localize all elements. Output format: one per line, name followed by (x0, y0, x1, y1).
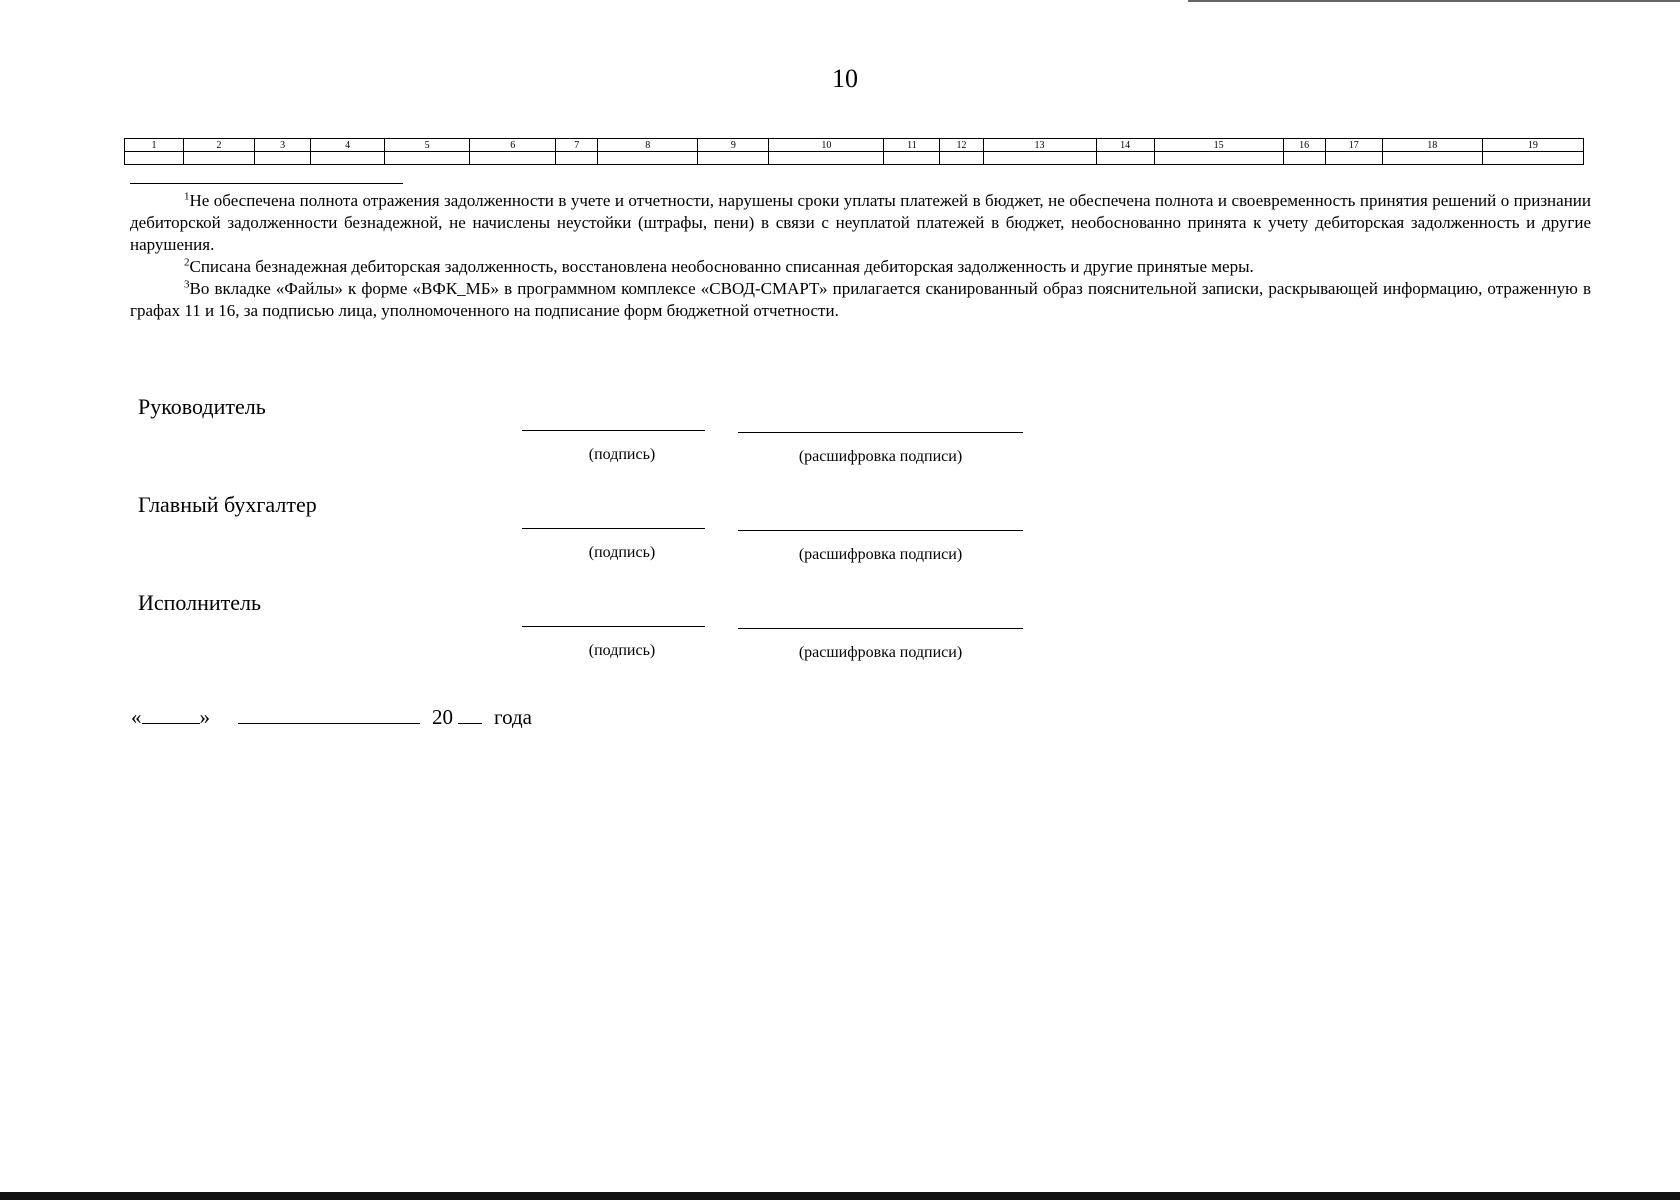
footnote-2 (130, 256, 1591, 278)
footnote-marker: 1 (184, 190, 190, 203)
table-cell (1154, 152, 1283, 165)
column-number: 16 (1283, 139, 1325, 152)
column-number: 14 (1096, 139, 1154, 152)
table-cell (884, 152, 940, 165)
column-number: 10 (769, 139, 884, 152)
column-number: 2 (184, 139, 255, 152)
table-cell (556, 152, 598, 165)
table-cell (184, 152, 255, 165)
signature-caption: (подпись) (588, 544, 656, 561)
footnote-separator (130, 183, 403, 184)
page-number: 10 (832, 64, 858, 93)
table-cell (1096, 152, 1154, 165)
table-header-row (125, 139, 1584, 152)
table-cell (598, 152, 698, 165)
column-number: 3 (255, 139, 311, 152)
signature-decoding-line (738, 530, 1023, 531)
scan-edge-bottom (0, 1192, 1680, 1200)
month-blank (238, 705, 420, 724)
column-number: 7 (556, 139, 598, 152)
column-number: 9 (698, 139, 769, 152)
date-suffix: года (494, 705, 532, 729)
signature-line (522, 626, 705, 627)
column-number: 1 (125, 139, 184, 152)
day-blank (142, 705, 200, 724)
signature-line (522, 528, 705, 529)
signature-decoding-caption: (расшифровка подписи) (798, 448, 963, 465)
signature-line (522, 430, 705, 431)
table-cell (470, 152, 556, 165)
table-cell (1283, 152, 1325, 165)
table-cell (769, 152, 884, 165)
table-cell (385, 152, 470, 165)
footnote-1 (130, 190, 1591, 256)
column-number: 12 (940, 139, 983, 152)
footnote-text: Не обеспечена полнота отражения задолженности в учете и отчетности, нарушены сроки уплаты платежей в бюджет, не обеспечена полнота и своевременность принятия решений о признании дебиторской задолженности безнадежной, не начислены неустойки (штрафы, пени) в связи с неуплатой платежей в бюджет, необоснованно принята к учету дебиторская задолженность и другие нарушения. (130, 191, 1591, 254)
date-open-quote: « (131, 705, 142, 729)
footnote-text: Во вкладке «Файлы» к форме «ВФК_МБ» в программном комплексе «СВОД-СМАРТ» прилагается сканированный образ пояснительной записки, раскрывающей информацию, отраженную в графах 11 и 16, за подписью лица, уполномоченного на подписание форм бюджетной отчетности. (130, 279, 1591, 320)
signature-decoding-line (738, 432, 1023, 433)
column-number: 17 (1325, 139, 1382, 152)
footnotes (130, 190, 1591, 322)
signature-decoding-caption: (расшифровка подписи) (798, 644, 963, 661)
table-cell (311, 152, 385, 165)
table-cell (1482, 152, 1583, 165)
date-close-quote: » (199, 705, 210, 729)
signature-decoding-line (738, 628, 1023, 629)
table-cell (125, 152, 184, 165)
signatory-title: Главный бухгалтер (138, 492, 317, 517)
table-cell (983, 152, 1096, 165)
column-number: 5 (385, 139, 470, 152)
table-cell (1325, 152, 1382, 165)
column-number: 15 (1154, 139, 1283, 152)
table-cell (940, 152, 983, 165)
signatory-title: Исполнитель (138, 590, 262, 615)
column-number: 19 (1482, 139, 1583, 152)
column-number: 18 (1382, 139, 1482, 152)
footnote-marker: 3 (184, 278, 190, 291)
footnote-text: Списана безнадежная дебиторская задолженность, восстановлена необоснованно списанная дебиторская задолженность и другие принятые меры. (189, 257, 1254, 276)
table-row (125, 152, 1584, 165)
table-cell (255, 152, 311, 165)
column-number: 11 (884, 139, 940, 152)
table-cell (1382, 152, 1482, 165)
scan-edge-top (1188, 0, 1680, 2)
column-number: 8 (598, 139, 698, 152)
year-blank (458, 705, 482, 724)
footnote-3 (130, 278, 1591, 322)
signature-decoding-caption: (расшифровка подписи) (798, 546, 963, 563)
column-number: 13 (983, 139, 1096, 152)
data-table (124, 138, 1584, 165)
signature-caption: (подпись) (588, 446, 656, 463)
year-prefix: 20 (432, 705, 453, 729)
footnote-marker: 2 (184, 256, 190, 269)
column-number: 6 (470, 139, 556, 152)
column-number: 4 (311, 139, 385, 152)
signature-caption: (подпись) (588, 642, 656, 659)
table-cell (698, 152, 769, 165)
signatory-title: Руководитель (138, 394, 266, 419)
date-line (131, 705, 532, 730)
